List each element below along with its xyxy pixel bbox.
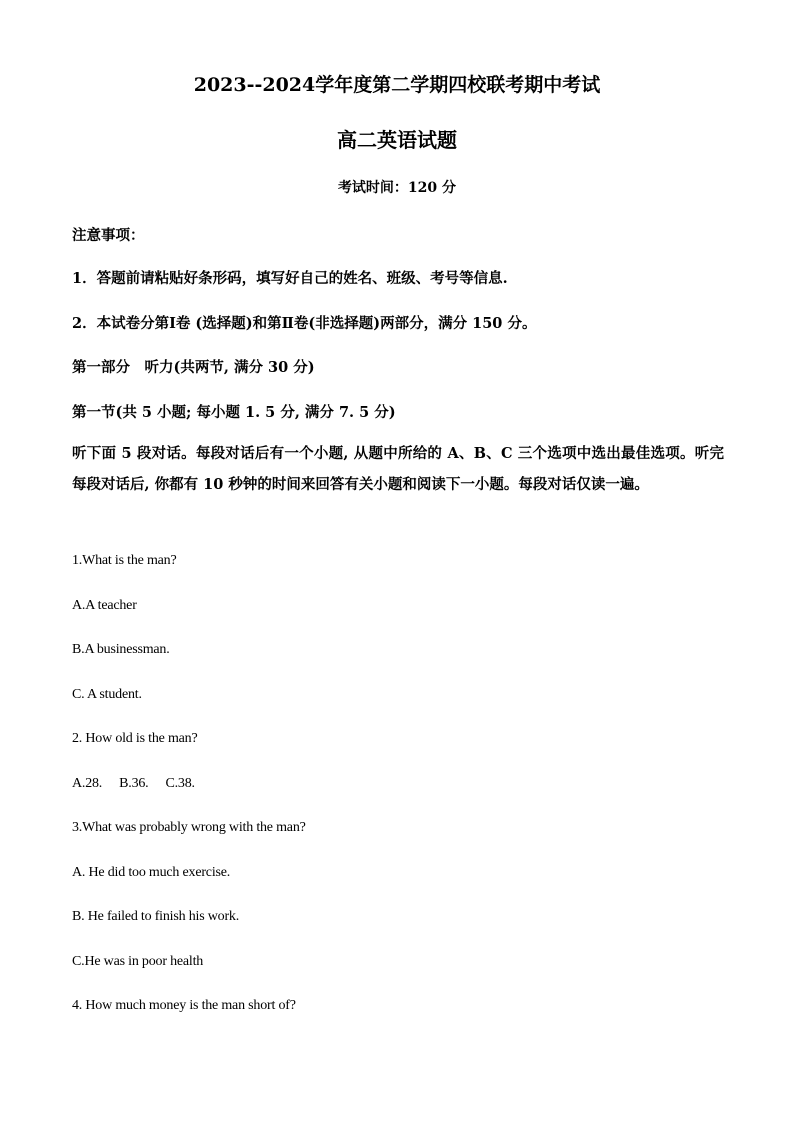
question-2-stem: 2. How old is the man? <box>72 731 198 746</box>
question-2-options <box>72 776 195 792</box>
part1-heading: 第一部分 听力(共两节, 满分 30 分) <box>72 359 315 376</box>
section1-heading: 第一节(共 5 小题; 每小题 1. 5 分, 满分 7. 5 分) <box>72 404 396 421</box>
question-2-option-a: A.28. <box>72 776 103 791</box>
question-4-stem: 4. How much money is the man short of? <box>72 998 296 1013</box>
question-1-option-a: A.A teacher <box>72 598 137 613</box>
note-item-2: 2．本试卷分第Ⅰ卷 (选择题)和第Ⅱ卷(非选择题)两部分，满分 150 分。 <box>72 315 537 332</box>
exam-subtitle: 高二英语试题 <box>337 128 457 152</box>
exam-title: 2023--2024学年度第二学期四校联考期中考试 <box>193 74 601 96</box>
exam-time: 考试时间：120 分 <box>337 180 457 196</box>
question-1-stem: 1.What is the man? <box>72 553 177 568</box>
question-3-option-b: B. He failed to finish his work. <box>72 909 240 924</box>
question-2-option-c: C.38. <box>165 776 195 791</box>
question-1-option-c: C. A student. <box>72 687 142 702</box>
question-2-option-b: B.36. <box>119 776 149 791</box>
question-3-option-c: C.He was in poor health <box>72 954 204 969</box>
question-3-option-a: A. He did too much exercise. <box>72 865 231 880</box>
question-3-stem: 3.What was probably wrong with the man? <box>72 820 306 835</box>
note-item-1: 1．答题前请粘贴好条形码，填写好自己的姓名、班级、考号等信息. <box>72 270 508 287</box>
notes-heading: 注意事项： <box>72 227 145 244</box>
listening-instructions: 听下面 5 段对话。每段对话后有一个小题, 从题中所给的 A、B、C 三个选项中选出最佳选项。听完每段对话后, 你都有 10 秒钟的时间来回答有关小题和阅读下一小题。每段对话仅读一遍。 <box>72 445 724 493</box>
question-1-option-b: B.A businessman. <box>72 642 170 657</box>
